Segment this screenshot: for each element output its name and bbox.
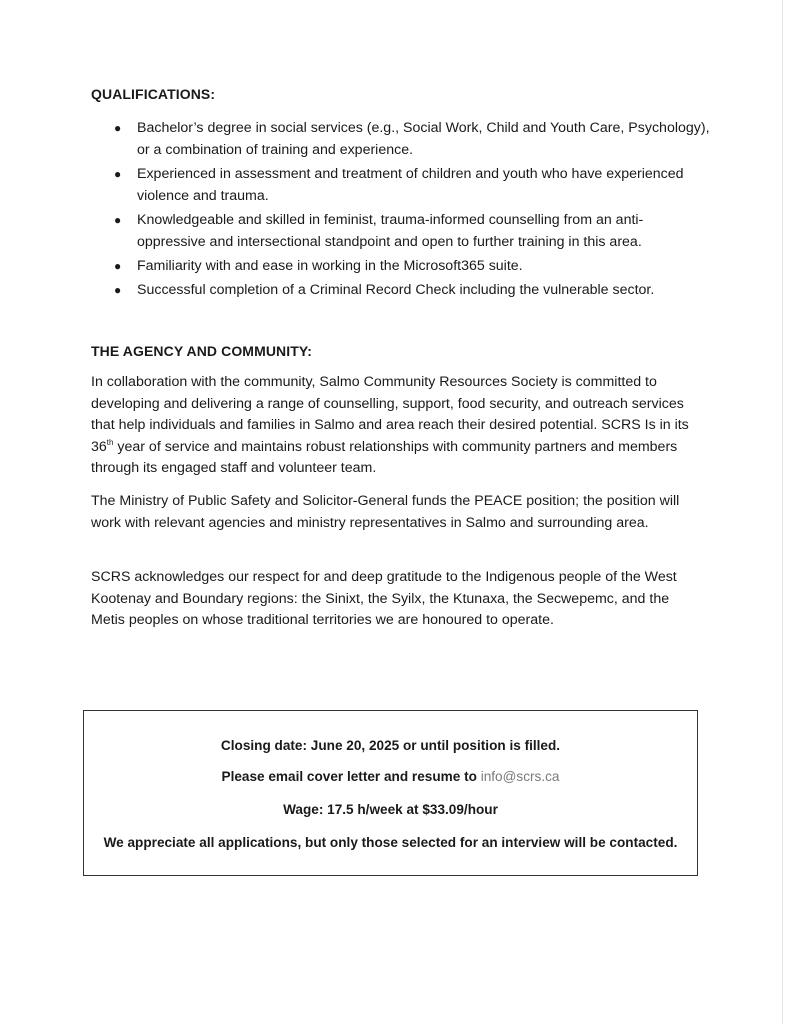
qualifications-list bbox=[91, 117, 711, 303]
list-item bbox=[91, 255, 711, 277]
appreciation-note: We appreciate all applications, but only those selected for an interview will be contacted. bbox=[103, 835, 678, 850]
qualification-text: Experienced in assessment and treatment of children and youth who have experienced violence and trauma. bbox=[137, 166, 684, 204]
agency-paragraph-2: The Ministry of Public Safety and Solicitor-General funds the PEACE position; the position will work with relevant agencies and ministry representatives in Salmo and surrounding area. bbox=[91, 493, 680, 531]
bullet-icon: ● bbox=[114, 283, 122, 297]
paragraph-text: In collaboration with the community, Salmo Community Resources Society is committed to developing and delivering a range of counselling, support, food security, and outreach services that help individuals and families in Salmo and area reach their desired potential. SCRS Is in its 36 bbox=[91, 374, 689, 455]
qualification-text: Bachelor’s degree in social services (e.g., Social Work, Child and Youth Care, Psychology), or a combination of training and experience. bbox=[137, 120, 710, 158]
qualification-text: Knowledgeable and skilled in feminist, trauma-informed counselling from an anti-oppressive and intersectional standpoint and open to further training in this area. bbox=[137, 212, 644, 250]
email-instruction bbox=[84, 766, 697, 787]
email-prefix: Please email cover letter and resume to bbox=[221, 769, 481, 784]
paragraph-text: year of service and maintains robust relationships with community partners and members through its engaged staff and volunteer team. bbox=[91, 438, 678, 477]
agency-paragraph-1 bbox=[91, 372, 706, 480]
list-item bbox=[91, 209, 711, 253]
qualification-text: Familiarity with and ease in working in the Microsoft365 suite. bbox=[137, 258, 523, 274]
bullet-icon: ● bbox=[114, 167, 122, 181]
bullet-icon: ● bbox=[114, 121, 122, 135]
agency-paragraph-3: SCRS acknowledges our respect for and deep gratitude to the Indigenous people of the West Kootenay and Boundary regions: the Sinixt, the Syilx, the Ktunaxa, the Secwepemc, and the Metis peoples on whose traditional territories we are honoured to operate. bbox=[91, 569, 677, 629]
ordinal-suffix: th bbox=[106, 437, 114, 447]
application-notice-box bbox=[83, 710, 698, 876]
email-link[interactable]: info@scrs.ca bbox=[480, 769, 560, 784]
list-item bbox=[91, 117, 711, 161]
list-item bbox=[91, 279, 711, 301]
closing-date: Closing date: June 20, 2025 or until position is filled. bbox=[220, 738, 561, 753]
bullet-icon: ● bbox=[114, 259, 122, 273]
page-edge bbox=[782, 0, 783, 1024]
bullet-icon: ● bbox=[114, 213, 122, 227]
qualifications-heading: QUALIFICATIONS: bbox=[91, 86, 216, 102]
wage-info: Wage: 17.5 h/week at $33.09/hour bbox=[283, 802, 498, 817]
agency-heading: THE AGENCY AND COMMUNITY: bbox=[91, 343, 313, 359]
qualification-text: Successful completion of a Criminal Record Check including the vulnerable sector. bbox=[137, 282, 655, 298]
list-item bbox=[91, 163, 711, 207]
